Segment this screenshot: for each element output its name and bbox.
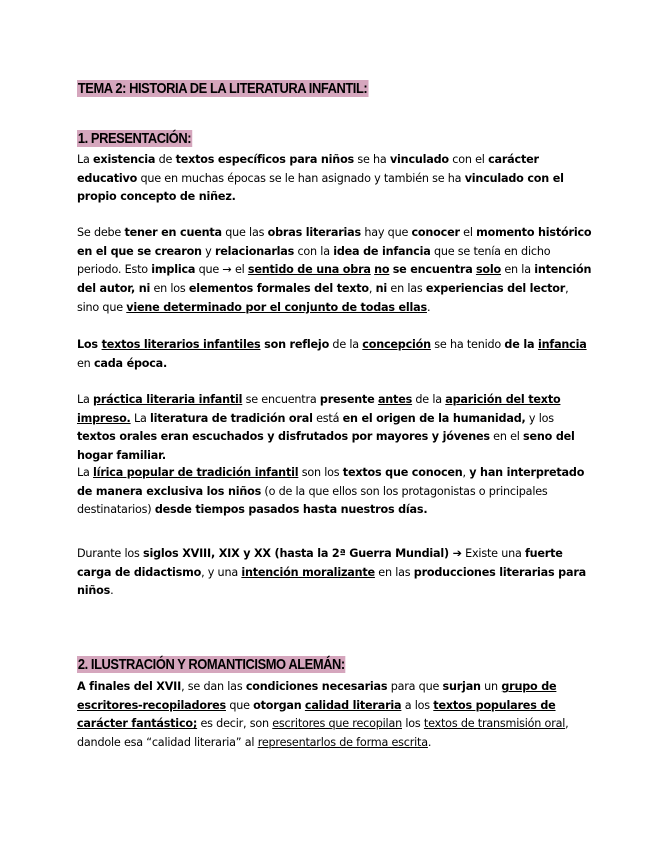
text-run: vinculado [389,153,449,166]
text-run: de [155,153,176,166]
text-run: textos populares de carácter fantástico; [77,698,556,731]
text-run: fuerte carga de didactismo [77,547,563,579]
section-heading-highlight: 1. PRESENTACIÓN: [77,130,192,147]
text-run: cada época. [93,356,168,370]
text-run: en [77,356,94,370]
text-run: con la [294,244,334,258]
text-run: . [427,736,432,750]
text-run: . [110,584,114,598]
text-run: La [77,153,94,166]
text-run: La [77,393,94,406]
paragraph-finales-xvii [77,678,592,753]
text-run: (o de la que ellos son los protagonistas o principales destinatarios) [77,484,548,517]
text-run: existencia [93,153,156,166]
text-run: de la [504,338,538,351]
text-run: textos que conocen [342,466,463,479]
text-run: que → el [195,263,248,277]
text-run: , [462,466,470,479]
text-run: seno del hogar familiar. [77,430,575,463]
text-run: antes [377,393,413,406]
text-run: idea de infancia [333,244,431,258]
text-run: textos de transmisión oral [423,717,566,731]
text-run: se ha [354,153,390,166]
text-run: en las [374,565,414,579]
text-run: otorgan [253,698,302,712]
title-highlight: TEMA 2: HISTORIA DE LA LITERATURA INFANTIL: [77,80,368,97]
text-run: en las [387,282,426,296]
section-heading-presentacion [77,129,192,149]
text-run: lírica popular de tradición infantil [93,466,299,479]
text-run: es decir, son [197,717,273,731]
text-run: representarlos de forma escrita [257,736,428,750]
document-title [77,79,368,99]
text-run: Durante los [77,547,144,560]
text-run: y los [525,411,554,425]
section-heading-highlight: 2. ILUSTRACIÓN Y ROMANTICISMO ALEMÁN: [77,656,345,673]
paragraph-obras-literarias [77,224,592,318]
text-run: en la [501,263,535,277]
text-run: intención del autor, ni [77,263,592,296]
text-run: producciones literarias para niños [77,565,586,598]
text-run: se encuentra [242,393,320,406]
paragraph-lirica-popular [77,464,592,520]
text-run: , dandole esa “calidad literaria” al [77,717,569,750]
text-run: La [130,411,151,425]
text-run: Se debe [77,226,125,239]
paragraph-practica-literaria [77,391,592,466]
text-run: vinculado con el propio concepto de niñez. [77,171,564,204]
text-run: los [402,717,424,731]
text-run: surjan [442,680,481,693]
text-run: que se tenía en dicho periodo. Esto [77,244,551,277]
text-run: siglos XVIII, XIX y XX (hasta la 2ª Guerra Mundial) ➔ [143,547,462,560]
text-run: Existe una [461,547,525,560]
text-run: carácter educativo [77,153,539,185]
text-run: condiciones necesarias [245,680,388,693]
text-run: presente [319,393,375,406]
text-run: con el [448,153,489,166]
text-run: Los [77,338,102,351]
text-run: de la [412,393,446,406]
text-run: elementos formales del texto [188,282,369,296]
text-run: un [480,680,502,693]
text-run: se encuentra [392,263,473,277]
text-run: textos específicos para niños [175,153,355,166]
text-run: La [77,466,94,479]
text-run: intención moralizante [241,565,375,579]
text-run: experiencias del lector [425,282,566,296]
paragraph-textos-infantiles [77,336,592,373]
text-run: en el [489,430,524,444]
text-run: para que [387,680,443,693]
text-run: concepción [362,338,431,351]
text-run: infancia [538,338,587,351]
text-run: que en muchas épocas se le han asignado y también se ha [137,171,465,185]
text-run: ni [375,282,388,296]
paragraph-existencia [77,151,592,207]
text-run: son reflejo [260,338,330,351]
text-run: , se dan las [181,680,246,693]
text-run: , [368,282,376,296]
text-run: , sino que [77,282,569,314]
paragraph-siglos [77,545,592,601]
text-run: sentido de una obra [247,263,371,277]
text-run: desde tiempos pasados hasta nuestros días. [154,503,428,517]
text-run: textos literarios infantiles [101,338,261,351]
text-run: relacionarlas [214,244,295,258]
text-run: el [459,226,477,239]
text-run: calidad literaria [304,698,402,712]
text-run: conocer [411,226,460,239]
text-run: grupo de escritores-recopiladores [77,680,557,712]
text-run: obras literarias [267,226,361,239]
text-run: de la [329,338,363,351]
text-run: implica [151,263,196,277]
text-run: son los [298,466,343,479]
section-heading-ilustracion [77,655,346,675]
text-run: en el origen de la humanidad, [342,411,526,425]
text-run: a los [401,698,434,712]
text-run: momento histórico en el que se crearon [77,226,592,258]
text-run: en los [150,282,189,296]
text-run: viene determinado por el conjunto de todas ellas [126,300,427,314]
text-run: . [426,300,431,314]
text-run: , y una [201,565,242,579]
text-run: textos orales eran escuchados y disfrutados por mayores y jóvenes [77,430,490,444]
text-run: está [312,411,343,425]
text-run: A finales del XVII [77,680,182,693]
text-run: literatura de tradición oral [150,411,313,425]
text-run: tener en cuenta [124,226,222,239]
text-run: no [374,263,390,277]
text-run: práctica literaria infantil [93,393,243,406]
text-run: que las [221,226,268,239]
text-run: escritores que recopilan [272,717,402,731]
text-run: solo [475,263,502,277]
text-run: hay que [360,226,412,239]
text-run: aparición del texto impreso. [77,393,561,425]
text-run: que [225,698,254,712]
text-run: se ha tenido [430,338,505,351]
text-run: y [201,244,215,258]
text-run: y han interpretado de manera exclusiva los niños [77,466,585,498]
